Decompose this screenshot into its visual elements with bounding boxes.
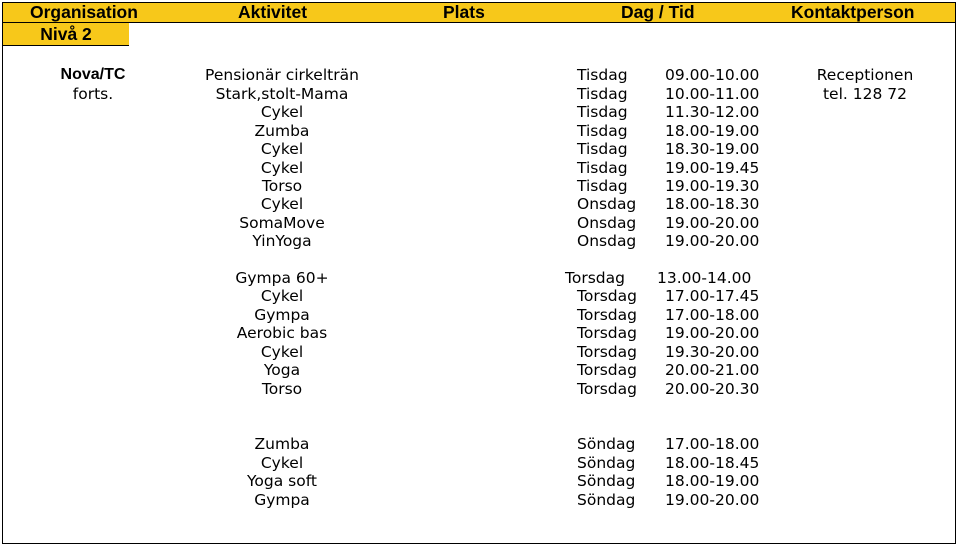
activity-cell: Pensionär cirkelträn xyxy=(205,66,359,84)
day-cell: Torsdag xyxy=(577,324,637,342)
time-cell: 19.30-20.00 xyxy=(665,343,760,361)
day-cell: Tisdag xyxy=(577,159,628,177)
header-organisation: Organisation xyxy=(30,2,138,22)
activity-cell: Cykel xyxy=(260,159,304,177)
day-cell: Torsdag xyxy=(577,380,637,398)
day-cell: Torsdag xyxy=(577,361,637,379)
time-cell: 19.00-20.00 xyxy=(665,232,760,250)
day-cell: Tisdag xyxy=(577,122,628,140)
activity-cell: Torso xyxy=(261,177,303,195)
activity-cell: Cykel xyxy=(260,103,304,121)
activity-cell: Zumba xyxy=(254,122,310,140)
contact-name: Receptionen xyxy=(816,66,914,84)
activity-cell: Gympa 60+ xyxy=(235,269,329,287)
time-cell: 18.30-19.00 xyxy=(665,140,760,158)
day-cell: Tisdag xyxy=(577,140,628,158)
activity-cell: Torso xyxy=(261,380,303,398)
organisation-note: forts. xyxy=(72,85,114,103)
time-cell: 17.00-17.45 xyxy=(665,287,760,305)
day-cell: Tisdag xyxy=(577,85,628,103)
day-cell: Söndag xyxy=(577,454,636,472)
header-plats: Plats xyxy=(443,2,485,22)
activity-cell: Gympa xyxy=(254,306,310,324)
time-cell: 20.00-20.30 xyxy=(665,380,760,398)
activity-cell: Cykel xyxy=(260,140,304,158)
day-cell: Söndag xyxy=(577,491,636,509)
time-cell: 18.00-19.00 xyxy=(665,472,760,490)
activity-cell: SomaMove xyxy=(239,214,325,232)
day-cell: Tisdag xyxy=(577,66,628,84)
time-cell: 19.00-19.30 xyxy=(665,177,760,195)
day-cell: Söndag xyxy=(577,472,636,490)
activity-cell: Cykel xyxy=(260,454,304,472)
time-cell: 11.30-12.00 xyxy=(665,103,760,121)
activity-cell: YinYoga xyxy=(252,232,312,250)
header-aktivitet: Aktivitet xyxy=(238,2,308,22)
header-kontaktperson: Kontaktperson xyxy=(791,2,915,22)
time-cell: 19.00-20.00 xyxy=(665,324,760,342)
day-cell: Torsdag xyxy=(565,269,625,287)
day-cell: Torsdag xyxy=(577,306,637,324)
activity-cell: Yoga soft xyxy=(247,472,317,490)
time-cell: 17.00-18.00 xyxy=(665,435,760,453)
time-cell: 10.00-11.00 xyxy=(665,85,760,103)
time-cell: 19.00-19.45 xyxy=(665,159,760,177)
time-cell: 13.00-14.00 xyxy=(657,269,752,287)
day-cell: Torsdag xyxy=(577,287,637,305)
day-cell: Tisdag xyxy=(577,103,628,121)
activity-cell: Cykel xyxy=(260,287,304,305)
day-cell: Onsdag xyxy=(577,214,637,232)
header-dag-tid: Dag / Tid xyxy=(621,2,695,22)
time-cell: 19.00-20.00 xyxy=(665,491,760,509)
activity-cell: Aerobic bas xyxy=(236,324,328,342)
time-cell: 18.00-18.45 xyxy=(665,454,760,472)
activity-cell: Cykel xyxy=(260,195,304,213)
day-cell: Söndag xyxy=(577,435,636,453)
time-cell: 17.00-18.00 xyxy=(665,306,760,324)
activity-cell: Zumba xyxy=(254,435,310,453)
day-cell: Tisdag xyxy=(577,177,628,195)
organisation-name: Nova/TC xyxy=(60,66,126,83)
activity-cell: Stark,stolt-Mama xyxy=(215,85,349,103)
day-cell: Onsdag xyxy=(577,232,637,250)
time-cell: 09.00-10.00 xyxy=(665,66,760,84)
time-cell: 18.00-19.00 xyxy=(665,122,760,140)
table-header xyxy=(3,3,955,23)
level-label: Nivå 2 xyxy=(3,23,129,46)
time-cell: 18.00-18.30 xyxy=(665,195,760,213)
activity-cell: Gympa xyxy=(254,491,310,509)
activity-cell: Cykel xyxy=(260,343,304,361)
contact-phone: tel. 128 72 xyxy=(822,85,907,103)
time-cell: 20.00-21.00 xyxy=(665,361,760,379)
activity-cell: Yoga xyxy=(263,361,301,379)
time-cell: 19.00-20.00 xyxy=(665,214,760,232)
day-cell: Onsdag xyxy=(577,195,637,213)
day-cell: Torsdag xyxy=(577,343,637,361)
